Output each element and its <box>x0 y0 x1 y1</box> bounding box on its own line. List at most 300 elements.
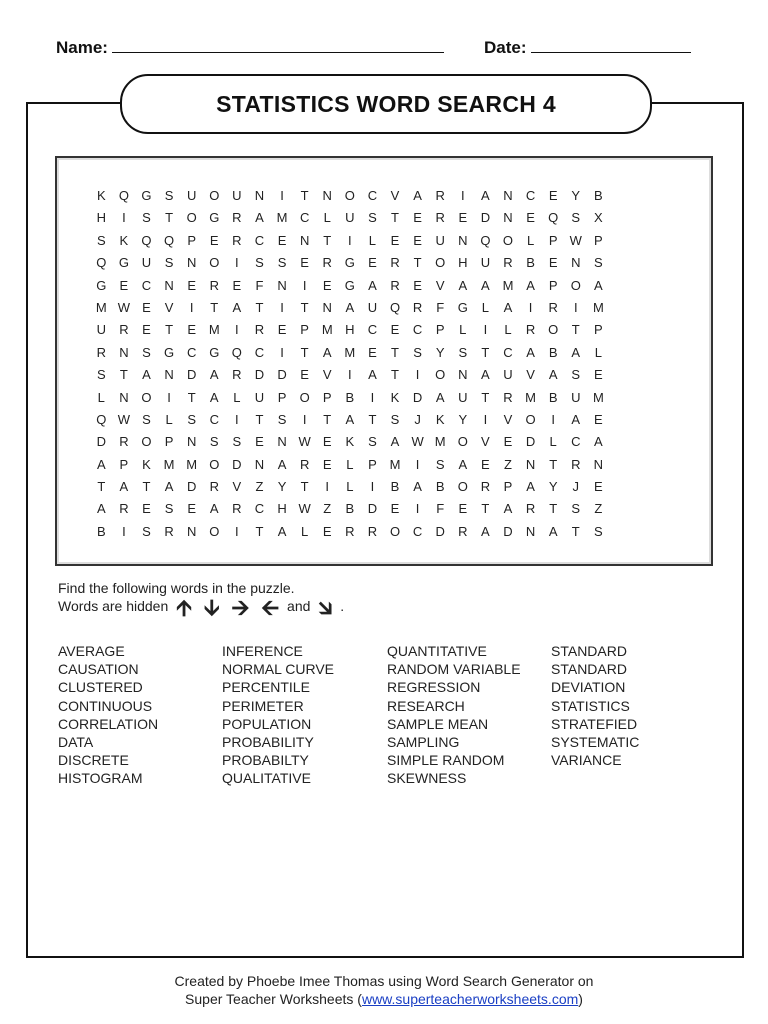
word-list-item: STATISTICS <box>551 697 630 714</box>
grid-letter: R <box>209 277 219 293</box>
word-list-item: RESEARCH <box>387 697 465 714</box>
grid-letter: O <box>186 210 197 226</box>
grid-letter: P <box>187 232 196 248</box>
grid-letter: N <box>322 188 332 203</box>
arrow-right-icon: 🡪 <box>231 595 250 620</box>
grid-letter: P <box>548 277 558 293</box>
grid-letter: T <box>255 411 264 427</box>
grid-letter: I <box>370 389 375 405</box>
grid-letter: C <box>254 501 265 517</box>
grid-letter: P <box>164 434 174 450</box>
grid-letter: P <box>300 322 309 338</box>
word-list-item: RANDOM VARIABLE <box>387 661 521 678</box>
word-list-item: PERIMETER <box>222 697 304 714</box>
grid-letter: N <box>254 456 265 472</box>
grid-letter: I <box>415 367 420 383</box>
grid-letter: R <box>480 479 491 495</box>
grid-letter: T <box>300 188 309 203</box>
word-list-column-4 <box>551 642 639 769</box>
grid-letter: W <box>569 232 582 248</box>
grid-letter: K <box>119 232 129 248</box>
word-list-item: VARIANCE <box>551 752 622 769</box>
grid-letter: S <box>571 501 581 517</box>
word-list-item: PROBABILTY <box>222 752 309 769</box>
grid-letter: E <box>300 367 309 383</box>
grid-letter: E <box>187 322 196 338</box>
grid-letter: Q <box>480 232 491 248</box>
grid-letter: A <box>481 277 490 293</box>
grid-letter: T <box>481 389 490 405</box>
grid-letter: R <box>435 188 445 203</box>
name-blank-line <box>112 38 444 53</box>
grid-letter: U <box>458 389 468 405</box>
grid-letter: I <box>280 188 284 203</box>
grid-letter: N <box>164 367 174 383</box>
grid-letter: R <box>525 501 536 517</box>
grid-letter: D <box>96 434 106 450</box>
grid-letter: I <box>302 277 307 293</box>
grid-letter: D <box>503 523 513 539</box>
grid-letter: M <box>276 210 288 226</box>
grid-letter: S <box>458 344 468 360</box>
grid-letter: Y <box>435 344 445 360</box>
grid-letter: N <box>254 188 265 203</box>
grid-letter: N <box>525 456 536 472</box>
grid-letter: S <box>571 210 581 226</box>
grid-letter: T <box>323 411 332 427</box>
grid-letter: O <box>548 322 559 338</box>
grid-letter: C <box>525 188 536 203</box>
grid-letter: U <box>503 367 513 383</box>
grid-letter: M <box>525 389 536 405</box>
grid-letter: T <box>210 299 219 315</box>
word-list-item: CONTINUOUS <box>58 697 153 714</box>
word-list-item: POPULATION <box>222 715 312 732</box>
grid-letter: C <box>254 344 265 360</box>
grid-letter: C <box>412 322 423 338</box>
word-list-item: STANDARD <box>551 661 627 678</box>
grid-letter: B <box>548 389 558 405</box>
word-list-item: CORRELATION <box>58 715 159 732</box>
grid-letter: M <box>592 389 604 405</box>
grid-letter: O <box>344 188 355 203</box>
grid-letter: C <box>571 434 581 450</box>
word-list-item: QUALITATIVE <box>222 770 311 787</box>
grid-letter: R <box>345 523 355 539</box>
grid-letter: E <box>594 479 603 495</box>
grid-letter: O <box>141 434 152 450</box>
instruction-period: . <box>340 598 345 614</box>
grid-letter: Q <box>141 232 152 248</box>
grid-letter: D <box>367 501 378 517</box>
grid-letter: S <box>277 411 287 427</box>
grid-letter: R <box>412 299 423 315</box>
grid-letter: Y <box>548 479 558 495</box>
footer-website-link[interactable]: www.superteacherworksheets.com <box>361 991 579 1007</box>
word-list-item: STANDARD <box>551 643 627 659</box>
grid-letter: B <box>345 501 355 517</box>
grid-letter: T <box>481 501 490 517</box>
grid-letter: P <box>548 232 558 248</box>
grid-letter: J <box>572 479 580 495</box>
footer-source-line <box>0 991 768 1007</box>
frame-border-bottom <box>26 956 744 958</box>
grid-letter: S <box>142 344 151 360</box>
grid-letter: R <box>503 255 513 271</box>
grid-letter: L <box>165 411 173 427</box>
word-list-item: PROBABILITY <box>222 734 314 751</box>
grid-letter: I <box>325 479 330 495</box>
grid-letter: S <box>255 255 264 271</box>
grid-letter: T <box>391 210 399 226</box>
grid-letter: V <box>435 277 445 293</box>
word-list-item: DISCRETE <box>58 752 129 769</box>
grid-letter: A <box>119 479 129 495</box>
grid-letter: D <box>186 479 197 495</box>
grid-letter: L <box>346 479 354 495</box>
grid-letter: E <box>277 232 287 248</box>
grid-letter: A <box>413 479 422 495</box>
grid-letter: E <box>119 277 129 293</box>
grid-letter: B <box>96 523 106 539</box>
grid-letter: O <box>209 456 220 472</box>
grid-letter: C <box>412 523 423 539</box>
grid-letter: A <box>345 299 355 315</box>
grid-letter: P <box>503 479 513 495</box>
grid-letter: A <box>481 523 490 539</box>
grid-letter: A <box>277 523 287 539</box>
grid-letter: I <box>415 456 420 472</box>
grid-letter: A <box>164 479 174 495</box>
grid-letter: A <box>526 277 535 293</box>
instruction-line-2 <box>58 595 345 620</box>
grid-letter: E <box>209 232 219 248</box>
grid-letter: E <box>481 456 490 472</box>
grid-letter: M <box>186 456 198 472</box>
grid-letter: R <box>119 501 129 517</box>
word-list-item: SYSTEMATIC <box>551 734 640 751</box>
grid-letter: U <box>141 255 152 271</box>
grid-letter: S <box>96 367 106 383</box>
grid-letter: U <box>186 188 197 203</box>
grid-letter: N <box>503 188 513 203</box>
grid-letter: A <box>142 367 151 383</box>
grid-letter: C <box>186 344 197 360</box>
grid-letter: E <box>322 456 332 472</box>
grid-letter: R <box>119 434 129 450</box>
grid-letter: E <box>322 434 332 450</box>
grid-letter: O <box>457 479 468 495</box>
grid-letter: W <box>298 434 311 450</box>
arrow-up-icon: 🡩 <box>176 595 192 620</box>
grid-letter: B <box>435 479 445 495</box>
grid-letter: N <box>299 232 310 248</box>
grid-letter: E <box>142 299 151 315</box>
grid-letter: R <box>209 479 219 495</box>
grid-letter: A <box>232 299 242 315</box>
grid-letter: S <box>571 367 581 383</box>
grid-letter: M <box>434 434 446 450</box>
grid-letter: U <box>480 255 491 271</box>
grid-letter: E <box>300 255 309 271</box>
grid-letter: K <box>142 456 151 472</box>
grid-letter: Y <box>571 188 581 203</box>
grid-letter: N <box>503 210 513 226</box>
grid-letter: E <box>390 232 400 248</box>
grid-letter: E <box>548 188 558 203</box>
grid-letter: S <box>368 434 377 450</box>
grid-letter: S <box>142 210 151 226</box>
grid-letter: L <box>301 523 309 539</box>
grid-letter: A <box>548 367 558 383</box>
grid-letter: R <box>390 255 400 271</box>
grid-letter: E <box>548 255 558 271</box>
frame-border-top-right <box>648 102 744 104</box>
grid-letter: D <box>232 456 242 472</box>
grid-letter: Z <box>255 479 264 495</box>
grid-letter: L <box>346 456 354 472</box>
grid-letter: H <box>277 501 287 517</box>
grid-letter: S <box>368 210 377 226</box>
word-list-item: HISTOGRAM <box>58 770 143 787</box>
grid-letter: C <box>209 411 219 427</box>
grid-letter: D <box>480 210 491 226</box>
grid-letter: M <box>592 299 604 315</box>
grid-letter: A <box>458 456 468 472</box>
grid-letter: R <box>299 456 310 472</box>
grid-letter: I <box>235 255 239 271</box>
grid-letter: T <box>300 344 309 360</box>
grid-letter: H <box>96 210 106 226</box>
grid-letter: B <box>548 344 558 360</box>
grid-letter: A <box>503 299 513 315</box>
grid-letter: R <box>254 322 265 338</box>
grid-letter: G <box>457 299 468 315</box>
grid-letter: L <box>459 322 467 338</box>
grid-letter: Q <box>118 188 129 203</box>
grid-letter: A <box>209 501 219 517</box>
grid-letter: N <box>571 255 581 271</box>
instruction-and: and <box>287 598 311 614</box>
grid-letter: A <box>209 389 219 405</box>
grid-letter: P <box>594 232 603 248</box>
grid-letter: S <box>142 523 151 539</box>
grid-letter: C <box>299 210 310 226</box>
grid-letter: R <box>232 232 242 248</box>
grid-letter: R <box>525 322 536 338</box>
grid-letter: E <box>232 277 242 293</box>
grid-letter: I <box>528 299 533 315</box>
word-list-item: STRATEFIED <box>551 715 638 732</box>
grid-letter: A <box>255 210 264 226</box>
grid-letter: T <box>187 389 196 405</box>
grid-letter: P <box>368 456 377 472</box>
grid-letter: E <box>322 523 332 539</box>
grid-letter: E <box>277 322 287 338</box>
grid-letter: D <box>525 434 536 450</box>
grid-letter: T <box>119 367 128 383</box>
grid-letter: R <box>548 299 558 315</box>
grid-letter: F <box>436 501 445 517</box>
grid-letter: C <box>503 344 513 360</box>
grid-letter: S <box>164 501 174 517</box>
grid-letter: G <box>118 255 129 271</box>
word-list-column-1 <box>58 642 158 788</box>
grid-letter: E <box>458 210 468 226</box>
grid-letter: C <box>367 188 378 203</box>
grid-letter: A <box>571 344 581 360</box>
grid-letter: E <box>322 277 332 293</box>
grid-letter: M <box>208 322 220 338</box>
grid-letter: T <box>368 411 377 427</box>
grid-letter: I <box>302 411 307 427</box>
grid-letter: O <box>209 188 220 203</box>
grid-letter: L <box>481 299 489 315</box>
grid-letter: O <box>141 389 152 405</box>
grid-letter: W <box>117 411 131 427</box>
grid-letter: T <box>255 299 264 315</box>
grid-letter: L <box>323 210 331 226</box>
frame-border-right <box>742 102 744 958</box>
word-list-column-3 <box>387 642 521 788</box>
grid-letter: E <box>458 501 468 517</box>
grid-letter: Z <box>504 456 512 472</box>
grid-letter: E <box>142 501 151 517</box>
page-title: STATISTICS WORD SEARCH 4 <box>216 90 556 117</box>
grid-letter: A <box>345 411 355 427</box>
grid-letter: T <box>300 479 309 495</box>
grid-letter: B <box>345 389 355 405</box>
grid-letter: P <box>322 389 332 405</box>
grid-letter: S <box>435 456 445 472</box>
grid-letter: M <box>389 456 401 472</box>
grid-letter: I <box>280 344 284 360</box>
grid-letter: M <box>502 277 514 293</box>
grid-letter: I <box>189 299 194 315</box>
grid-letter: G <box>344 277 355 293</box>
grid-letter: I <box>122 210 126 226</box>
grid-letter: A <box>594 434 603 450</box>
grid-letter: N <box>119 389 129 405</box>
grid-letter: Q <box>164 232 175 248</box>
word-list-item: SAMPLE MEAN <box>387 715 489 732</box>
grid-letter: E <box>390 501 400 517</box>
grid-letter: A <box>481 188 490 203</box>
grid-letter: I <box>122 523 126 539</box>
grid-letter: I <box>348 367 352 383</box>
word-list-item: REGRESSION <box>387 679 481 696</box>
word-list-item: CAUSATION <box>58 661 139 678</box>
grid-letter: I <box>348 232 352 248</box>
word-list-item: DEVIATION <box>551 679 626 696</box>
grid-letter: S <box>96 232 106 248</box>
grid-letter: O <box>435 367 446 383</box>
grid-letter: U <box>96 322 106 338</box>
grid-letter: V <box>322 367 332 383</box>
word-list-item: DATA <box>58 734 94 751</box>
grid-letter: E <box>255 434 264 450</box>
grid-letter: B <box>526 255 535 271</box>
grid-letter: O <box>209 523 220 539</box>
grid-letter: I <box>483 322 488 338</box>
grid-letter: M <box>344 344 356 360</box>
grid-letter: T <box>391 367 399 383</box>
grid-letter: V <box>164 299 174 315</box>
grid-letter: G <box>164 344 175 360</box>
grid-letter: C <box>254 232 265 248</box>
grid-letter: K <box>345 434 355 450</box>
grid-letter: N <box>458 232 468 248</box>
frame-border-top-left <box>26 102 122 104</box>
grid-letter: N <box>164 277 174 293</box>
grid-letter: A <box>526 479 535 495</box>
grid-letter: I <box>415 501 420 517</box>
grid-letter: N <box>186 434 197 450</box>
grid-letter: T <box>481 344 490 360</box>
grid-letter: K <box>435 411 445 427</box>
grid-letter: Y <box>458 411 468 427</box>
grid-letter: A <box>526 344 535 360</box>
word-list-column-2 <box>222 642 334 788</box>
grid-letter: K <box>96 188 106 203</box>
grid-letter: I <box>573 299 578 315</box>
grid-letter: B <box>390 479 400 495</box>
grid-letter: T <box>255 523 264 539</box>
grid-letter: M <box>163 456 175 472</box>
footer-source-prefix: Super Teacher Worksheets ( <box>185 991 362 1007</box>
grid-letter: T <box>413 255 422 271</box>
grid-letter: G <box>209 210 220 226</box>
grid-letter: D <box>186 367 197 383</box>
grid-letter: U <box>254 389 265 405</box>
grid-letter: O <box>209 255 220 271</box>
grid-letter: T <box>323 232 332 248</box>
grid-letter: L <box>594 344 602 360</box>
grid-letter: G <box>96 277 107 293</box>
grid-letter: A <box>435 389 445 405</box>
arrow-diagonal-down-right-icon: 🡮 <box>318 595 333 620</box>
frame-border-left <box>26 102 28 958</box>
grid-letter: E <box>526 210 535 226</box>
grid-letter: R <box>164 523 174 539</box>
grid-letter: T <box>97 479 106 495</box>
grid-letter: S <box>594 523 603 539</box>
word-list-item: QUANTITATIVE <box>387 643 487 659</box>
instruction-prefix: Words are hidden <box>58 598 169 614</box>
grid-letter: S <box>232 434 242 450</box>
grid-letter: S <box>164 255 174 271</box>
grid-letter: K <box>390 389 400 405</box>
grid-letter: V <box>503 411 513 427</box>
grid-letter: L <box>233 389 241 405</box>
grid-letter: N <box>593 456 604 472</box>
grid-letter: A <box>96 456 106 472</box>
grid-letter: I <box>235 523 239 539</box>
grid-letter: A <box>277 456 287 472</box>
arrow-left-icon: 🡨 <box>261 595 280 620</box>
grid-letter: R <box>435 210 445 226</box>
grid-letter: I <box>235 322 239 338</box>
grid-letter: I <box>280 299 284 315</box>
grid-letter: D <box>254 367 265 383</box>
grid-letter: Q <box>548 210 559 226</box>
grid-letter: A <box>503 501 513 517</box>
grid-letter: T <box>571 523 580 539</box>
grid-letter: X <box>594 210 603 226</box>
grid-letter: S <box>594 255 603 271</box>
grid-letter: A <box>322 344 332 360</box>
name-field <box>56 38 444 58</box>
